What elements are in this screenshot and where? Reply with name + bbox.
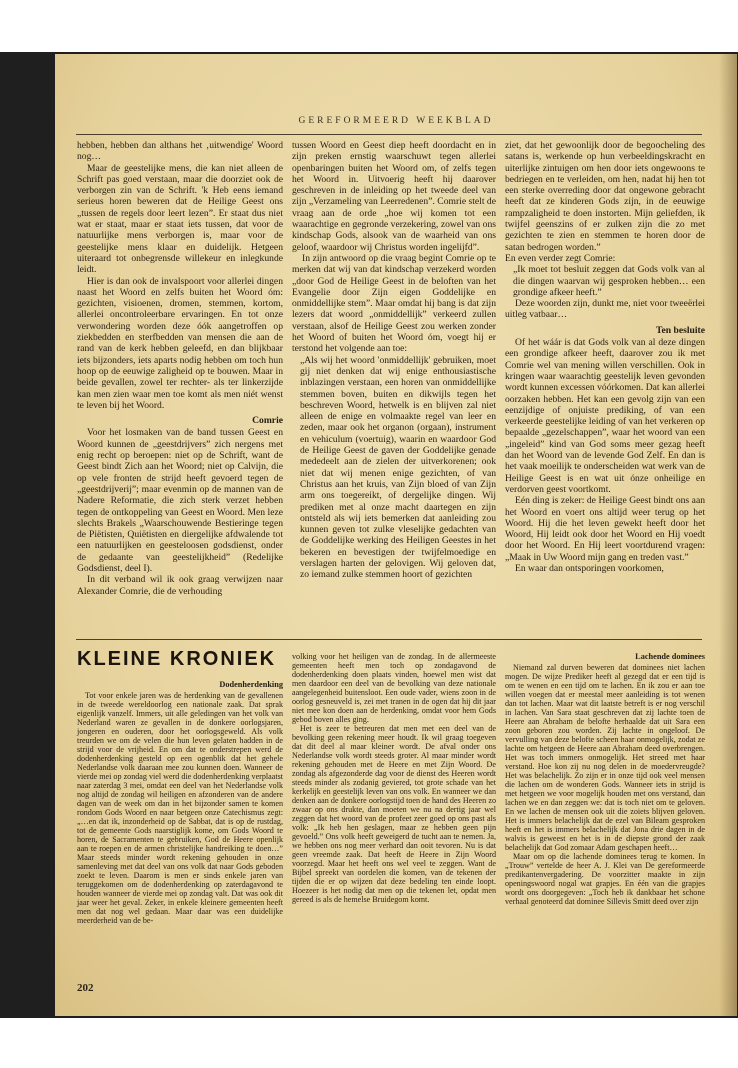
block-quote: „Als wij het woord 'onmiddellijk' gebruiken, moet gij niet denken dat wij enige enthousiastische inblazingen verstaan, een horen van onmiddellijke stemmen boven, buiten en dikwijls tegen het beschreven Woord, hetwelk is en blijven zal niet alleen de enige en volmaakte regel van leer en zeden, maar ook het organon (orgaan), instrument en vehiculum (voertuig), waarin en waardoor God de Heilige Geest de gaven der Goddelijke genade mededeelt aan de zielen der uitverkorenen; ook niet dat wij menen enige gezichten, of van Christus aan het kruis, van Zijn bloed of van Zijn arm ons toegereikt, of dergelijke dingen. Wij prediken met al onze macht daartegen en zijn ontsteld als wij iets bemerken dat aanleiding zou kunnen geven tot zulke vleselijke gedachten van de Goddelijke werking des Heiligen Geestes in het bekeren en bevestigen der twijfelmoedige en verslagen harten der gelovigen. Wij geloven dat, zo iemand zulke stemmen hoort of gezichten <box>300 354 496 581</box>
block-quote: „Ik moet tot besluit zeggen dat Gods volk van al die dingen waarvan wij gesproken hebben… een grondige afkeer heeft.” <box>513 264 705 298</box>
page-number: 202 <box>77 982 94 994</box>
paragraph: Niemand zal durven beweren dat dominees niet lachen mogen. De wijze Prediker heeft al gezegd dat er een tijd is om te wenen en een tijd om te lachen. En ik zou er aan toe willen voegen dat er meestal meer aanleiding is tot wenen dan tot lachen. Maar wat dit laatste betreft is er nog verschil in lachen. Van Sara staat geschreven dat zij lachte toen de Heere aan Abraham de belofte herhaalde dat uit Sara een zoon geboren zou worden. Zij lachte in ongeloof. De vervulling van deze belofte scheen haar onmogelijk, zodat ze lachte om hetgeen de Heere aan Abraham deed overbrengen. Het was toch immers onmogelijk. Het streed met haar verstand. Hoe kon zij nu nog delen in de moedervreugde? Het was belachelijk. Zo zijn er in onze tijd ook veel mensen die lachen om de wonderen Gods. Wanneer iets in strijd is met hetgeen we voor mogelijk houden met ons verstand, dan lachen we en dan zeggen we: dat is toch niet om te geloven. En we lachen de mensen ook uit die zoiets blijven geloven. Het is immers belachelijk dat de ezel van Bileam gesproken heeft en het is immers belachelijk dat Jona drie dagen in de walvis is geweest en het is in de diepste grond der zaak belachelijk dat God zomaar Adam geschapen heeft… <box>505 663 705 852</box>
paragraph: In dit verband wil ik ook graag verwijzen naar Alexander Comrie, die de verhouding <box>77 574 283 597</box>
paragraph: In zijn antwoord op die vraag begint Comrie op te merken dat wij van dat kindschap verzekerd worden „door God de Heilige Geest in de beloften van het Evangelie door Zijn eigen Goddelijke en onmiddellijke stem”. Maar omdat hij bang is dat zijn lezers dat woord „onmiddellijk” verkeerd zullen verstaan, alsof de Heilige Geest zou werken zonder het Woord of buiten het Woord óm, voegt hij er terstond het volgende aan toe: <box>292 252 496 355</box>
paragraph: hebben, hebben dan althans het ‚uitwendige' Woord nog… <box>77 140 283 163</box>
paragraph: volking voor het heiligen van de zondag. In de allermeeste gemeenten heeft men toch op zondagavond de dodenherdenking doen plaats vinden, hoewel men wist dat men daardoor een deel van de bevolking van deze nationale aangelegenheid buitensloot. Een oude vader, wiens zoon in de oorlog gesneuveld is, zei met tranen in de ogen dat hij dit jaar niet mee kon doen aan de herdenking, omdat voor hem Gods gebod boven alles ging. <box>292 652 496 724</box>
paragraph: Hier is dan ook de invalspoort voor allerlei dingen naast het Woord en zelfs buiten het Woord óm: gezichten, visioenen, dromen, stemmen, kortom, allerlei oncontroleerbare ervaringen. En tot onze verwondering worden deze óók aangetroffen op ziekbedden en sterfbedden van mensen die aan de rand van de kerk hebben geleefd, en dan blijkbaar iets bijzonders, iets aparts nodig hebben om toch hun hoop op de eeuwige zaligheid op te bouwen. Maar in beide gevallen, zowel ter rechter- als ter linkerzijde kan men zien waar men toe komt als men niét wenst te leven bij het Woord. <box>77 275 283 411</box>
viewer-bottom-margin <box>0 1018 738 1068</box>
paragraph: Tot voor enkele jaren was de herdenking van de gevallenen in de tweede wereldoorlog een nationale zaak. Dat sprak eigenlijk vanzelf. Immers, uit alle geledingen van het volk van Nederland waren ze gevallen in de donkere oorlogsjaren, jongeren en ouderen, door het oorlogsgeweld. Als volk treurden we om de velen die hun leven gelaten hadden in de strijd voor de vrijheid. En om dat te onderstrepen werd de dodenherdenking gesteld op een ogenblik dat het gehele Nederlandse volk daaraan mee zou kunnen doen. Wanneer de vierde mei op zondag viel werd die dodenherdenking verplaatst naar zaterdag 3 mei, omdat een deel van het Nederlandse volk nog altijd de zondag wil heiligen en afzonderen van de andere dagen van de week om dan in het bijzonder samen te komen rondom Gods Woord en naar betgeen onze Catechismus zegt: „…en dat ik, inzonderheid op de Sabbat, dat is op de rustdag, tot de gemeente Gods naarstiglijk kome, om Gods Woord te horen, de Sacramenten te gebruiken, God de Heere openlijk aan te roepen en de armen christelijke handreiking te doen…” Maar steeds minder wordt rekening gehouden in onze samenleving met dat deel van ons volk dat naar Gods geboden zoekt te leven. Daarom is men er sinds enkele jaren van teruggekomen om de dodenherdenking op zaterdagavond te houden wanneer de vierde mei op zondag valt. Dat was ook dit jaar weer het geval. Zeker, in enkele kleinere gemeenten heeft men dat nog wel gedaan. Maar daar was een duidelijke meerderheid van de be- <box>77 691 283 925</box>
section-separator <box>76 639 702 640</box>
article-column-2 <box>292 140 496 581</box>
paragraph: tussen Woord en Geest diep heeft doordacht en in zijn preken ernstig waarschuwt tegen allerlei openbaringen buiten het Woord om, of zelfs tegen het Woord in. Uitvoerig heeft hij daarover geschreven in de inleiding op het tweede deel van zijn „Verzameling van Leerredenen”. Comrie stelt de vraag aan de orde „hoe wij komen tot een waarachtige en gegronde verzekering, zowel van ons kindschap Gods, alsook van de waarheid van ons geloof, waardoor wij Christus worden ingelijfd”. <box>292 140 496 253</box>
page-spine-shadow <box>719 54 737 1016</box>
kroniek-column-2 <box>292 652 496 904</box>
paragraph: Of het wáár is dat Gods volk van al deze dingen een grondige afkeer heeft, daarover zou ik met Comrie wel van mening willen verschillen. Ook in kringen waar waarachtig geestelijk leven gevonden wordt kunnen excessen vóórkomen. Dat kan allerlei oorzaken hebben. Het kan een gevolg zijn van een eenzijdige of onjuiste prediking, of van een verkeerde geestelijke leiding of van het verkeren op bepaalde „gezelschappen”, waar het woord van een „ingeleid” kind van God soms meer gezag heeft dan het Woord van de levende God Zelf. En dan is het vaak moeilijk te onderscheiden wat werk van de Heilige Geest is en wat uit ónze onheilige en verdorven geest voortkomt. <box>505 337 705 495</box>
kroniek-column-3 <box>505 652 705 906</box>
section-heading-dodenherdenking: Dodenherdenking <box>219 680 283 689</box>
paragraph: ziet, dat het gewoonlijk door de begoocheling des satans is, werkende op hun verbeeldingskracht en uiterlijke zintuigen om hen door iets ongewoons te bedriegen en te verleiden, om hen, nadat hij hen tot een sterke overreding door dat ongewone gebracht heeft dat ze kinderen Gods zijn, in de eeuwige rampzaligheid te doen instorten. Mijn geliefden, ik twijfel geenszins of er zulken zijn die zo met gezichten te zien en stemmen te horen door de satan bedrogen worden.” <box>505 140 705 253</box>
kleine-kroniek-title: KLEINE KRONIEK <box>77 648 277 670</box>
paragraph: Maar om op die lachende dominees terug te komen. In „Trouw” vertelde de heer A. J. Klei van De gereformeerde predikantenvergadering. De voorzitter maakte in zijn openingswoord nogal wat grapjes. En één van die grapjes wordt ons doorgegeven: „Toch heb ik dankbaar het schone verhaal genoteerd dat dominee Sillevis Smitt deed over zijn <box>505 852 705 906</box>
scanned-page <box>55 54 737 1016</box>
paragraph: Het is zeer te betreuren dat men met een deel van de bevolking geen rekening meer houdt. Ik wil graag toegeven dat dit deel al maar kleiner wordt. De afval onder ons Nederlandse volk wordt steeds groter. Al maar minder wordt rekening gehouden met de Heere en met Zijn Woord. De zondag als afgezonderde dag voor de dienst des Heeren wordt steeds minder als zodanig geviered, tot grote schade van het kerkelijk en geestelijk leven van ons volk. En wanneer we dan denken aan de donkere oorlogstijd toen de hand des Heeren zo zwaar op ons drukte, dan moeten we nu na dertig jaar wel zeggen dat het woord van de profeet zeer goed op ons past als volk: „Ik heb hen geslagen, maar ze hebben geen pijn gevoeld.” Ons volk heeft geweigerd de tucht aan te nemen. Ja, we hebben ons nog meer verhard dan ooit tevoren. Nu is dat geen vreemde zaak. Dat heeft de Heere in Zijn Woord voorzegd. Maar het heeft ons wel veel te zeggen. Want de Bijbel spreekt van oordelen die komen, van de tekenen der tijden die er op wijzen dat deze bedeling ten einde loopt. Hoezeer is het nodig dat men op die tekenen let, opdat men gereed is als de hemelse Bruidegom komt. <box>292 724 496 904</box>
paragraph: Deze woorden zijn, dunkt me, niet voor tweeërlei uitleg vatbaar… <box>505 298 705 321</box>
paragraph: En even verder zegt Comrie: <box>505 252 616 264</box>
article-column-3 <box>505 140 705 574</box>
header-rule <box>76 134 702 135</box>
article-column-1 <box>77 140 283 597</box>
paragraph: Voor het losmaken van de band tussen Geest en Woord kunnen de „geestdrijvers” zich nergens met enig recht op beroepen: niet op de Schrift, want de Geest bindt Zich aan het Woord; niet op Calvijn, die op vele fronten de strijd heeft gevoerd tegen de „geestdrijverij”; maar evenmin op de mannen van de Nadere Reformatie, die zich sterk verzet hebben tegen de ontkoppeling van Geest en Woord. Men leze slechts Brakels „Waarschouwende Bestieringe tegen de Piëtisten, Quiëtisten en diergelijke afdwalende tot een natuurlijken en geesteloosen godsdienst, onder de gedaante van geestelijkheid” (Redelijke Godsdienst, deel I). <box>77 427 283 574</box>
kroniek-column-1 <box>77 680 283 925</box>
viewer-top-margin <box>0 0 738 52</box>
running-head: GEREFORMEERD WEEKBLAD <box>298 116 494 126</box>
paragraph: Eén ding is zeker: de Heilige Geest bindt ons aan het Woord en voert ons altijd weer terug op het Woord. Hij die het leven gewekt heeft door het Woord, Hij leidt ook door het Woord en Hij voedt door het Woord. En Hij leert voortdurend vragen: „Maak in Uw Woord mijn gang en treden vast.” <box>505 495 705 563</box>
section-heading-lachende-dominees: Lachende dominees <box>635 652 705 661</box>
paragraph: En waar dan ontsporingen voorkomen, <box>515 562 664 574</box>
section-heading-ten-besluite: Ten besluite <box>656 324 705 336</box>
paragraph: Maar de geestelijke mens, die kan niet alleen de Schrift pas goed verstaan, maar die doorziet ook de verborgen zin van de Schrift. 'k Heb eens iemand serieus horen beweren dat de Heilige Geest ons „tussen de regels door leert lezen”. Er staat dus niet wat er staat, maar er staat iets tussen, dat voor de natuurlijke mens verborgen is, maar voor de geestelijke mens klaar en duidelijk. Hetgeen uiteraard tot onbegrensde willekeur en inlegkunde leidt. <box>77 162 283 276</box>
section-heading-comrie: Comrie <box>252 415 283 427</box>
